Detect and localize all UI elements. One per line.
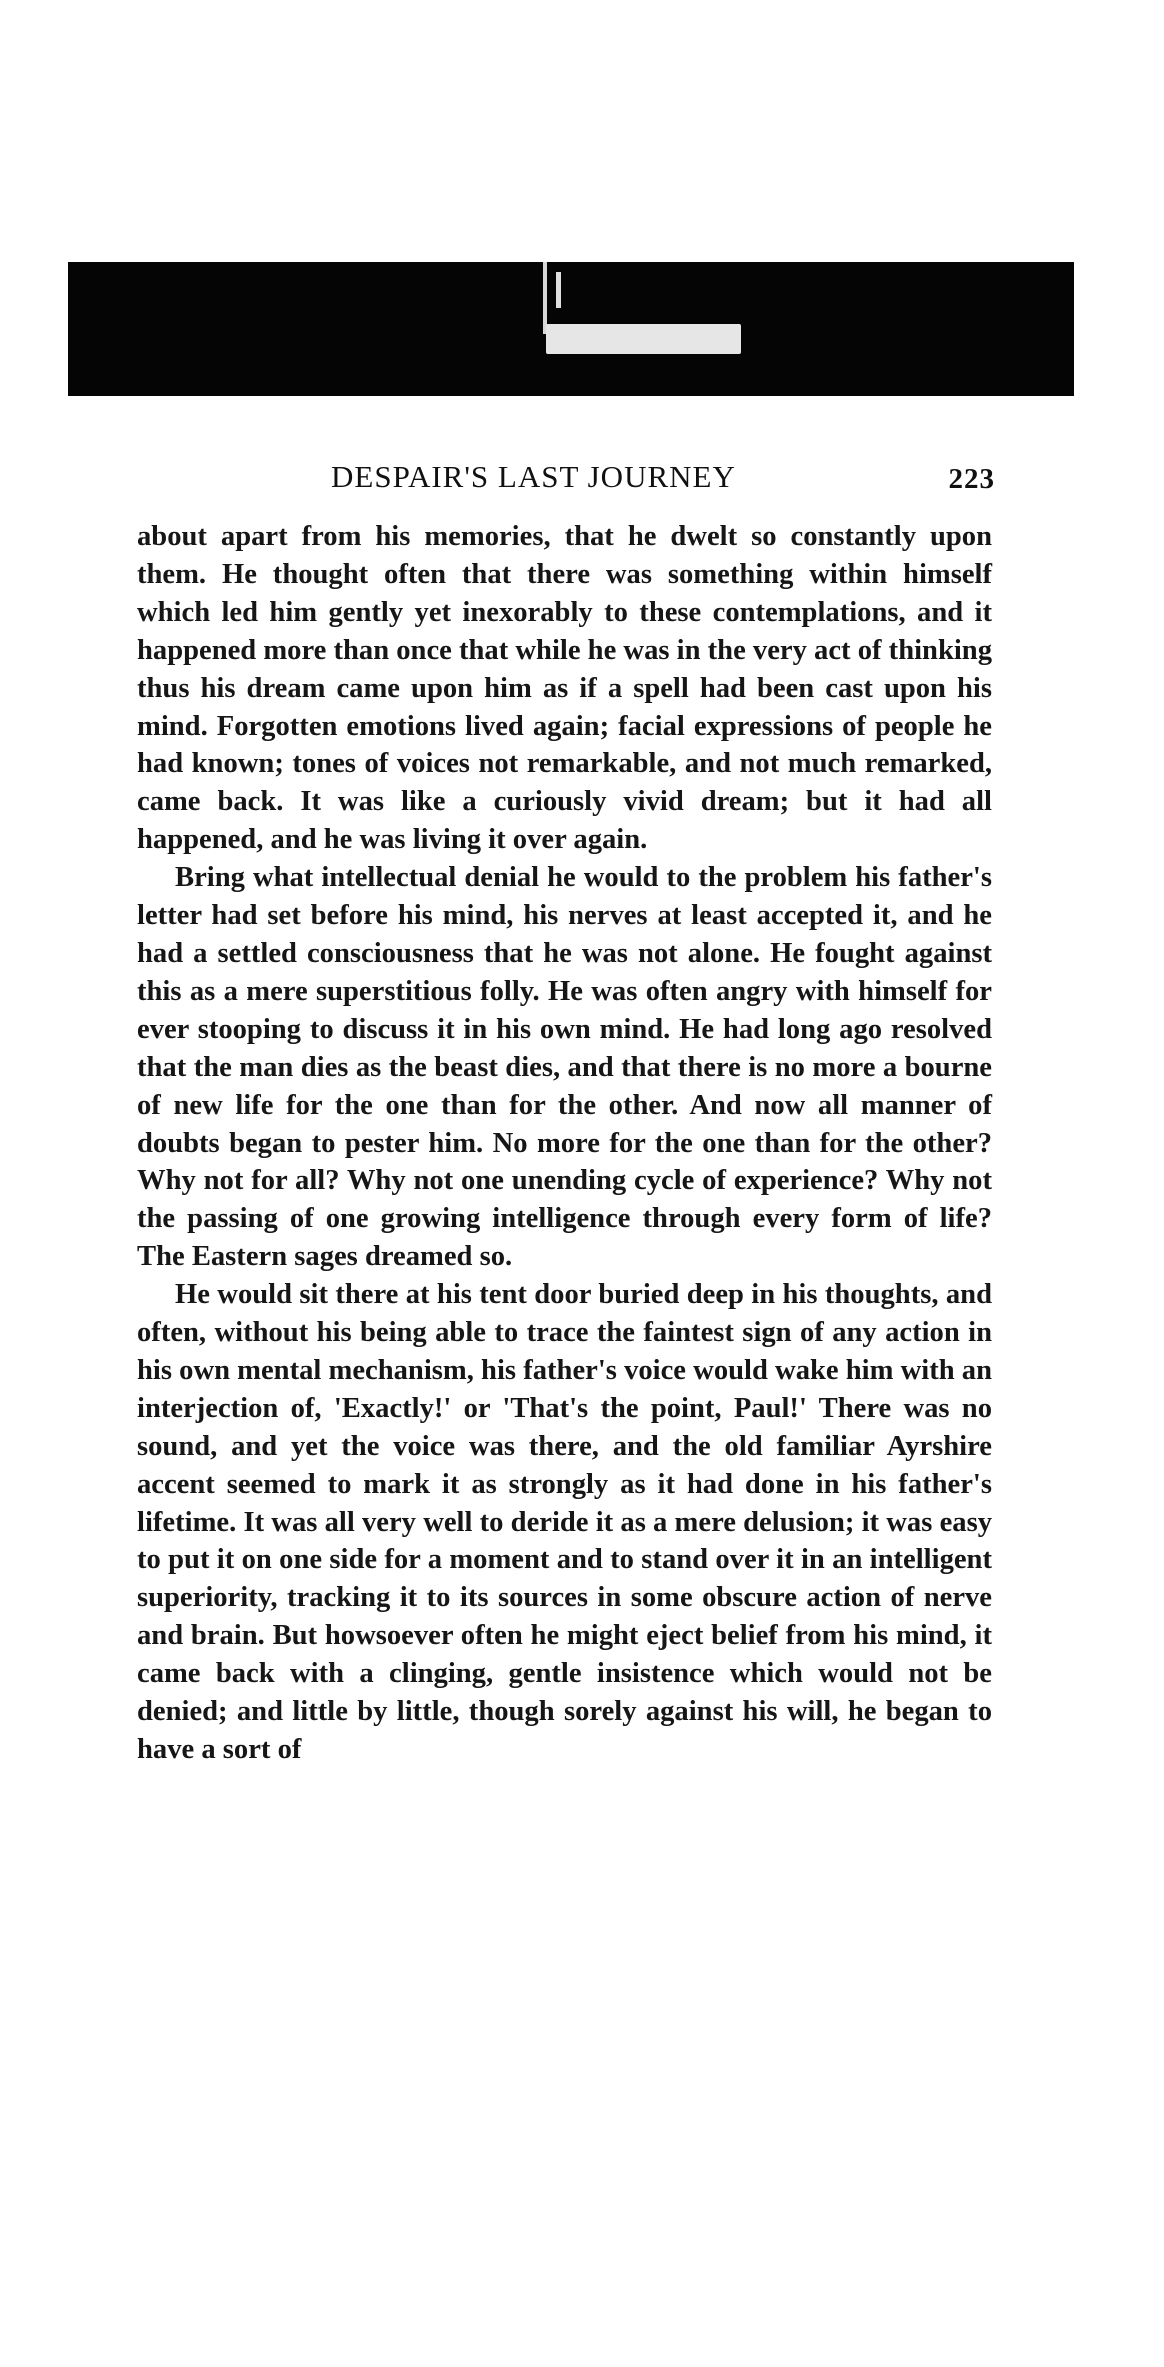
scan-artifact-mark xyxy=(556,272,561,308)
running-title: DESPAIR'S LAST JOURNEY xyxy=(331,459,736,494)
running-header xyxy=(135,454,995,500)
paragraph-2: Bring what intellectual denial he would to the problem his father's letter had set before his mind, his nerves at least accepted it, and he had a settled consciousness that he was not alone. He fought against this as a mere superstitious folly. He was often angry with himself for ever stooping to discuss it in his own mind. He had long ago resolved that the man dies as the beast dies, and that there is no more a bourne of new life for the one than for the other. And now all manner of doubts began to pester him. No more for the one than for the other? Why not for all? Why not one unending cycle of experience? Why not the passing of one growing intelligence through every form of life? The Eastern sages dreamed so. xyxy=(137,862,992,1273)
body-text xyxy=(137,518,992,1769)
paragraph-1: about apart from his memories, that he dwelt so constantly upon them. He thought often that there was something within himself which led him gently yet inexorably to these contemplations, and it happened more than once that while he was in the very act of thinking thus his dream came upon him as if a spell had been cast upon his mind. Forgotten emotions lived again; facial expressions of people he had known; tones of voices not remarkable, and not much remarked, came back. It was like a curiously vivid dream; but it had all happened, and he was living it over again. xyxy=(137,521,992,856)
page-number: 223 xyxy=(948,463,995,495)
paragraph-3: He would sit there at his tent door buried deep in his thoughts, and often, without his being able to trace the faintest sign of any action in his own mental mechanism, his father's voice would wake him with an interjection of, 'Exactly!' or 'That's the point, Paul!' There was no sound, and yet the voice was there, and the old familiar Ayrshire accent seemed to mark it as strongly as it had done in his father's lifetime. It was all very well to deride it as a mere delusion; it was easy to put it on one side for a moment and to stand over it in an intelligent superiority, tracking it to its sources in some obscure action of nerve and brain. But howsoever often he might eject belief from his mind, it came back with a clinging, gentle insistence which would not be denied; and little by little, though sorely against his will, he began to have a sort of xyxy=(137,1279,992,1765)
scan-artifact-bar xyxy=(68,262,1074,396)
scan-artifact-highlight xyxy=(546,324,741,354)
